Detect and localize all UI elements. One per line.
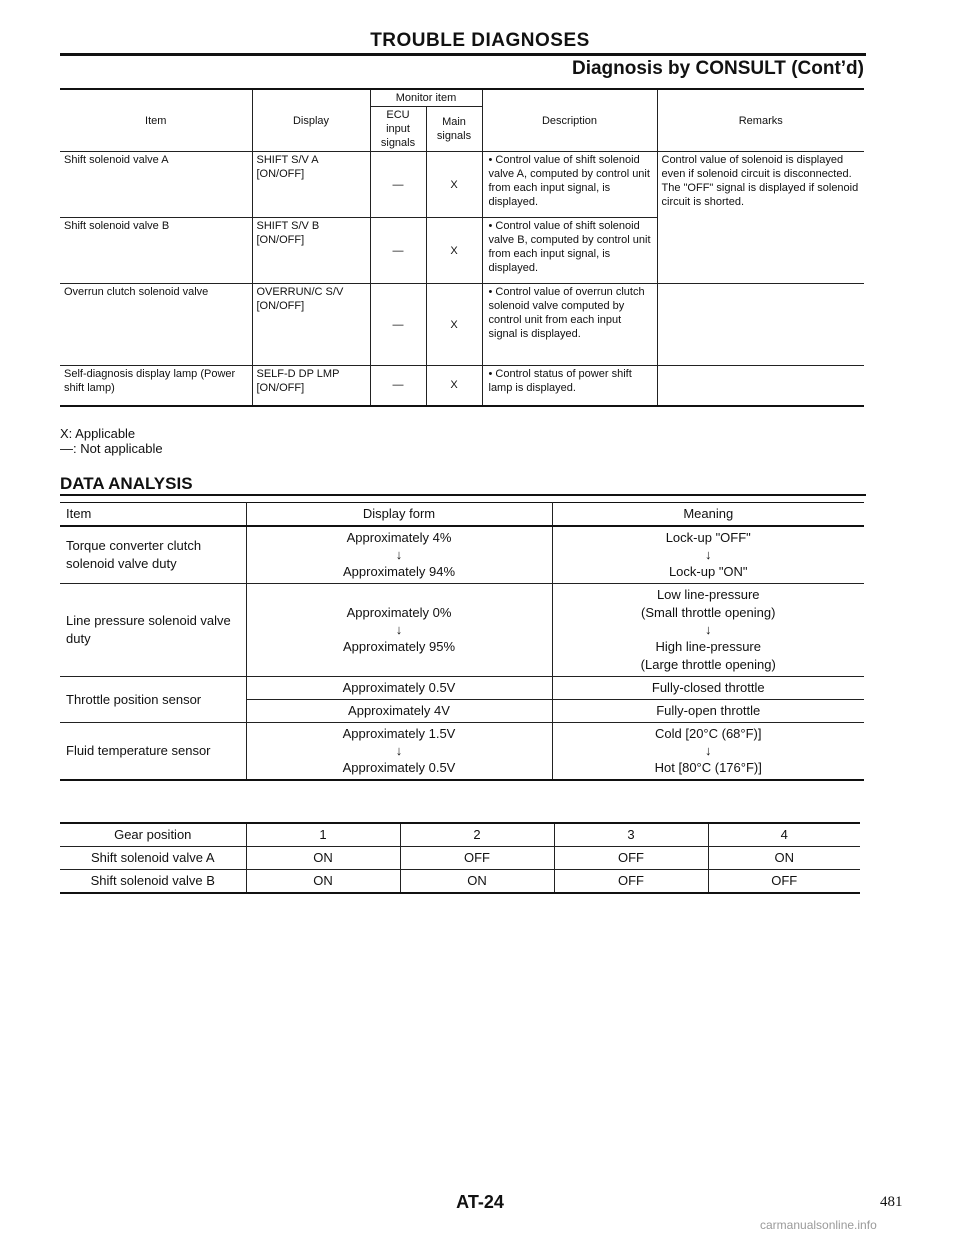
row-display-form <box>246 723 552 781</box>
table-header-row <box>60 823 860 847</box>
row-remarks-empty <box>657 366 864 406</box>
table-row <box>60 584 864 677</box>
column-header-display-form: Display form <box>246 503 552 527</box>
gear-4: 4 <box>708 823 860 847</box>
column-header-ecu-input: ECU input signals <box>370 107 426 152</box>
row-description: • Control status of power shift lamp is displayed. <box>482 366 657 406</box>
table-row <box>60 284 864 366</box>
gear-1: 1 <box>246 823 400 847</box>
watermark-text: carmanualsonline.info <box>760 1218 877 1232</box>
row-display-form <box>246 526 552 584</box>
row-description: • Control value of shift solenoid valve B, computed by control unit from each input signal, is displayed. <box>482 218 657 284</box>
row-display: SELF-D DP LMP [ON/OFF] <box>252 366 370 406</box>
row-meaning: Fully-closed throttle <box>552 677 864 700</box>
table-header-row <box>60 503 864 527</box>
meaning-value-from: Lock-up "OFF" <box>665 530 751 545</box>
table-legend <box>60 426 163 456</box>
row-item: Overrun clutch solenoid valve <box>60 284 252 366</box>
cell-value: ON <box>246 847 400 870</box>
display-value-from: Approximately 0% <box>346 605 452 620</box>
column-header-description: Description <box>482 89 657 152</box>
row-label: Shift solenoid valve A <box>60 847 246 870</box>
cell-value: OFF <box>400 847 554 870</box>
table-header-row <box>60 89 864 107</box>
data-analysis-table <box>60 502 864 781</box>
row-display: SHIFT S/V A [ON/OFF] <box>252 152 370 218</box>
table-row <box>60 526 864 584</box>
page-subtitle: Diagnosis by CONSULT (Cont’d) <box>571 58 864 79</box>
table-row <box>60 847 860 870</box>
row-ecu: — <box>370 284 426 366</box>
column-header-item: Item <box>60 503 246 527</box>
gear-position-table <box>60 822 860 894</box>
down-arrow-icon: ↓ <box>705 743 712 758</box>
gear-position-label: Gear position <box>60 823 246 847</box>
row-item: Shift solenoid valve B <box>60 218 252 284</box>
column-header-meaning: Meaning <box>552 503 864 527</box>
meaning-value-to-detail: (Large throttle opening) <box>640 657 776 672</box>
column-header-main-signals: Main signals <box>426 107 482 152</box>
table-row <box>60 366 864 406</box>
row-remarks-empty <box>657 284 864 366</box>
row-ecu: — <box>370 366 426 406</box>
page-title: TROUBLE DIAGNOSES <box>370 30 590 51</box>
cell-value: ON <box>246 870 400 894</box>
row-ecu: — <box>370 152 426 218</box>
display-value-from: Approximately 1.5V <box>342 726 456 741</box>
table-row <box>60 723 864 781</box>
cell-value: ON <box>708 847 860 870</box>
meaning-value-to: Hot [80°C (176°F)] <box>654 760 762 775</box>
display-value-to: Approximately 95% <box>343 639 455 654</box>
row-description: • Control value of shift solenoid valve A, computed by control unit from each input signal, is displayed. <box>482 152 657 218</box>
row-main: X <box>426 152 482 218</box>
down-arrow-icon: ↓ <box>395 547 403 562</box>
row-item: Shift solenoid valve A <box>60 152 252 218</box>
column-header-remarks: Remarks <box>657 89 864 152</box>
row-display-form <box>246 584 552 677</box>
page-code: AT-24 <box>456 1192 504 1212</box>
row-meaning <box>552 526 864 584</box>
meaning-value-to: Lock-up "ON" <box>668 564 748 579</box>
row-item: Torque converter clutch solenoid valve duty <box>60 526 246 584</box>
meaning-value-from: Cold [20°C (68°F)] <box>655 726 762 741</box>
legend-applicable: X: Applicable <box>60 426 136 441</box>
table-row <box>60 870 860 894</box>
down-arrow-icon: ↓ <box>395 743 403 758</box>
column-header-display: Display <box>252 89 370 152</box>
row-display: SHIFT S/V B [ON/OFF] <box>252 218 370 284</box>
down-arrow-icon: ↓ <box>395 622 403 637</box>
page-number: 481 <box>880 1194 903 1210</box>
legend-not-applicable: —: Not applicable <box>60 441 163 456</box>
section-rule <box>60 494 866 496</box>
title-rule <box>60 53 866 56</box>
display-value-to: Approximately 0.5V <box>342 760 456 775</box>
table-row <box>60 677 864 700</box>
row-display: OVERRUN/C S/V [ON/OFF] <box>252 284 370 366</box>
row-remarks: Control value of solenoid is displayed even if solenoid circuit is disconnected. The "OFF" signal is displayed if solenoid circuit is shorted. <box>657 152 864 284</box>
cell-value: ON <box>400 870 554 894</box>
row-main: X <box>426 218 482 284</box>
gear-3: 3 <box>554 823 708 847</box>
table-row <box>60 152 864 218</box>
cell-value: OFF <box>554 870 708 894</box>
gear-2: 2 <box>400 823 554 847</box>
monitor-item-table <box>60 88 864 407</box>
section-heading-data-analysis: DATA ANALYSIS <box>60 474 193 493</box>
row-ecu: — <box>370 218 426 284</box>
display-value-from: Approximately 4% <box>346 530 452 545</box>
row-main: X <box>426 366 482 406</box>
row-item: Throttle position sensor <box>60 677 246 723</box>
down-arrow-icon: ↓ <box>705 622 712 637</box>
row-meaning: Fully-open throttle <box>552 700 864 723</box>
row-item: Fluid temperature sensor <box>60 723 246 781</box>
row-item: Self-diagnosis display lamp (Power shift lamp) <box>60 366 252 406</box>
column-header-item: Item <box>60 89 252 152</box>
down-arrow-icon: ↓ <box>705 547 712 562</box>
row-description: • Control value of overrun clutch solenoid valve computed by control unit from each input signal is displayed. <box>482 284 657 366</box>
meaning-value-from-detail: (Small throttle opening) <box>641 605 776 620</box>
meaning-value-to: High line-pressure <box>655 639 761 654</box>
row-display-form: Approximately 4V <box>246 700 552 723</box>
meaning-value-from: Low line-pressure <box>656 587 760 602</box>
cell-value: OFF <box>554 847 708 870</box>
row-label: Shift solenoid valve B <box>60 870 246 894</box>
row-meaning <box>552 723 864 781</box>
cell-value: OFF <box>708 870 860 894</box>
row-item: Line pressure solenoid valve duty <box>60 584 246 677</box>
row-main: X <box>426 284 482 366</box>
display-value-to: Approximately 94% <box>343 564 455 579</box>
row-meaning <box>552 584 864 677</box>
column-header-monitor-item: Monitor item <box>370 89 482 107</box>
row-display-form: Approximately 0.5V <box>246 677 552 700</box>
